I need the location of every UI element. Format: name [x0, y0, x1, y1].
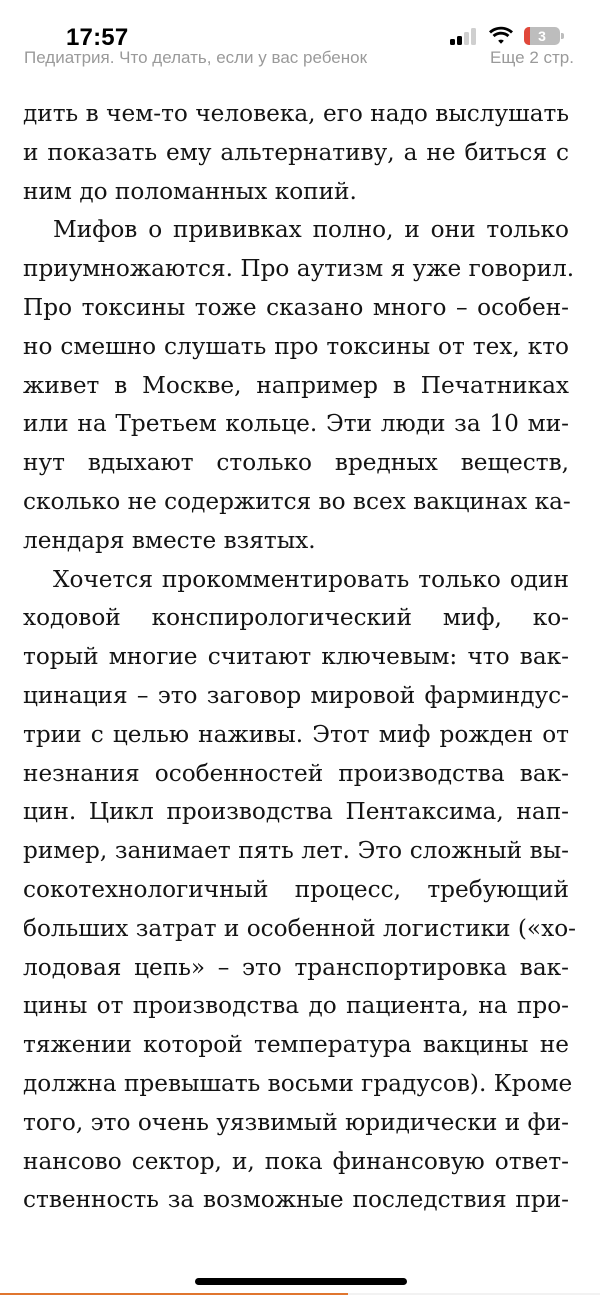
text-line: Хочется прокомментировать только один — [53, 565, 569, 593]
text-line: ример, занимает пять лет. Это сложный вы- — [23, 837, 569, 865]
reader-header — [0, 48, 600, 70]
text-line: но смешно слушать про токсины от тех, кто — [23, 332, 569, 360]
text-line: нут вдыхают столько вредных веществ, — [23, 449, 569, 477]
reading-progress-bar — [0, 1293, 600, 1295]
cellular-signal-icon — [450, 27, 478, 45]
text-line: Про токсины тоже сказано много – особен- — [23, 293, 569, 321]
text-line: цин. Цикл производства Пентаксима, нап- — [23, 798, 569, 826]
text-line: нансово сектор, и, пока финансовую ответ- — [23, 1147, 569, 1175]
text-line: незнания особенностей производства вак- — [23, 759, 569, 787]
paragraph — [23, 95, 569, 211]
status-time: 17:57 — [66, 24, 129, 51]
status-bar — [0, 0, 600, 50]
text-line: лендаря вместе взятых. — [23, 526, 316, 554]
battery-level: 3 — [538, 27, 546, 44]
text-line: того, это очень уязвимый юридически и фи- — [23, 1108, 569, 1136]
paragraph — [23, 561, 576, 1221]
text-line: и показать ему альтернативу, а не биться с — [23, 138, 569, 166]
text-line: приумножаются. Про аутизм я уже говорил. — [23, 255, 575, 283]
book-title[interactable]: Педиатрия. Что делать, если у вас ребенок — [24, 48, 368, 67]
text-line: дить в чем-то человека, его надо выслушать — [23, 100, 569, 127]
battery-icon — [524, 27, 560, 45]
text-line: сколько не содержится во всех вакцинах ка- — [23, 487, 571, 515]
reading-progress-fill — [0, 1293, 348, 1295]
paragraph — [23, 211, 575, 560]
text-line: цинация – это заговор мировой фарминдус- — [23, 681, 569, 709]
text-line: трии с целью наживы. Этот миф рожден от — [23, 720, 569, 748]
page-text — [23, 95, 576, 1220]
text-line: больших затрат и особенной логистики («хо- — [23, 914, 576, 942]
text-line: ственность за возможные последствия при- — [23, 1186, 569, 1214]
home-indicator[interactable] — [195, 1278, 407, 1285]
text-line: живет в Москве, например в Печатниках — [23, 371, 569, 399]
text-line: лодовая цепь» – это транспортировка вак- — [23, 953, 569, 981]
text-line: ходовой конспирологический миф, ко- — [23, 604, 569, 632]
text-line: сокотехнологичный процесс, требующий — [23, 875, 569, 903]
text-line: Мифов о прививках полно, и они только — [53, 216, 569, 244]
text-line: тяжении которой температура вакцины не — [23, 1031, 569, 1059]
status-icons — [450, 26, 560, 45]
text-line: должна превышать восьми градусов). Кроме — [23, 1069, 573, 1097]
battery-level-fill — [524, 27, 530, 45]
text-line: или на Третьем кольце. Эти люди за 10 ми- — [23, 410, 569, 438]
text-line: цины от производства до пациента, на про- — [23, 992, 569, 1020]
text-line: ним до поломанных копий. — [23, 177, 357, 205]
text-line: торый многие считают ключевым: что вак- — [23, 643, 569, 671]
wifi-icon — [488, 26, 514, 45]
pages-left-indicator: Еще 2 стр. — [490, 48, 574, 67]
